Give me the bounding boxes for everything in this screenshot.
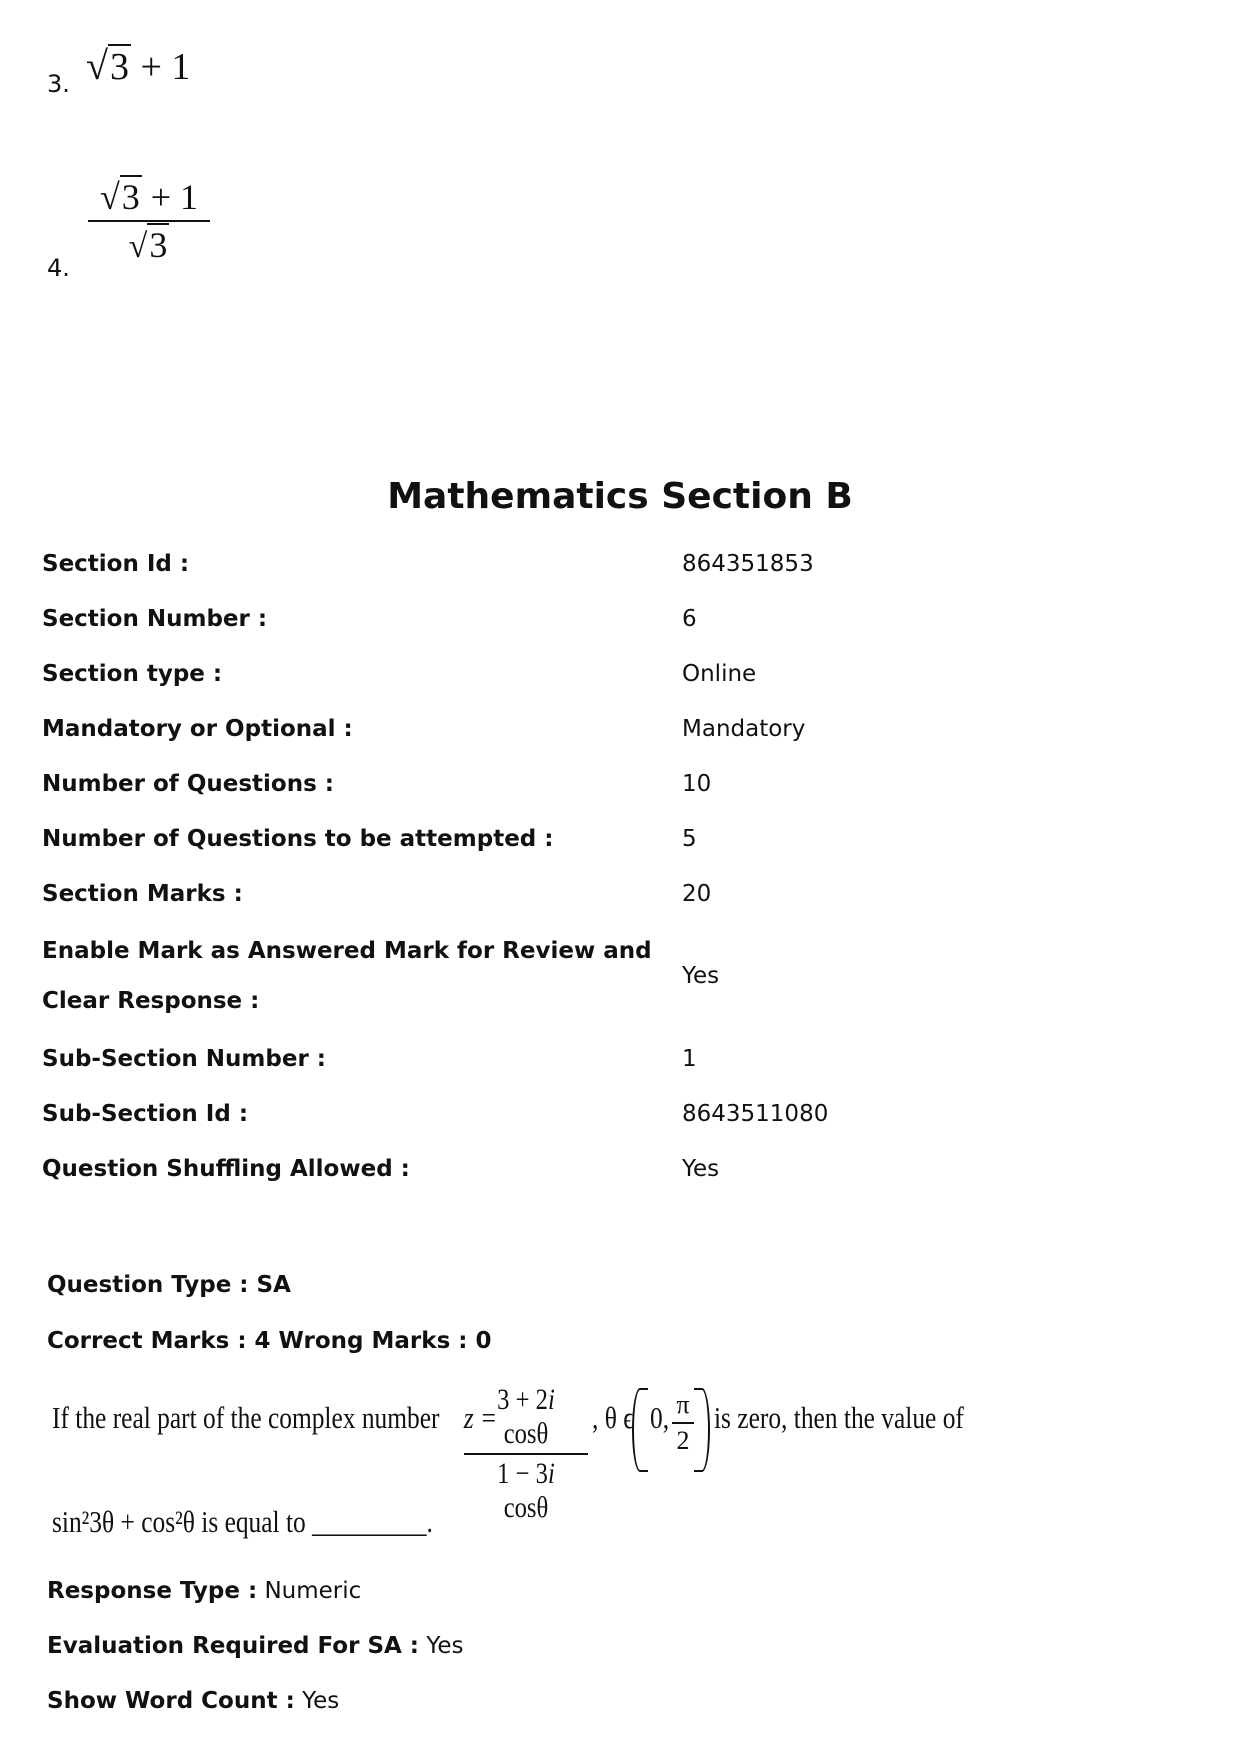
evaluation-required: Evaluation Required For SA : Yes (47, 1633, 464, 1659)
label: Sub-Section Number : (42, 1045, 327, 1072)
row-section-marks (42, 866, 828, 921)
value: 5 (682, 825, 697, 852)
value: 6 (682, 605, 697, 632)
question-text-line-1: If the real part of the complex number z = (52, 1400, 498, 1435)
response-type: Response Type : Numeric (47, 1578, 362, 1604)
row-number-of-questions (42, 756, 828, 811)
option-4-fraction: √3 + 1 √3 (88, 176, 210, 266)
label: Section Number : (42, 605, 268, 632)
interval-left-value: 0, (650, 1400, 670, 1435)
label: Number of Questions to be attempted : (42, 825, 554, 852)
row-sub-section-id (42, 1086, 828, 1141)
label: Section Id : (42, 550, 190, 577)
value: 10 (682, 770, 712, 797)
row-section-id (42, 536, 828, 591)
value: 20 (682, 880, 712, 907)
sqrt-symbol: √3 (86, 43, 129, 88)
label: Sub-Section Id : (42, 1100, 249, 1127)
row-enable-mark (42, 921, 828, 1031)
complex-number-fraction: 3 + 2i cosθ 1 − 3i cosθ (464, 1383, 588, 1525)
value: Yes (682, 963, 720, 989)
pi-over-two-fraction: π 2 (672, 1390, 694, 1456)
interval-prefix: , θ ϵ (592, 1400, 634, 1435)
value: 864351853 (682, 550, 814, 577)
value: Mandatory (682, 715, 806, 742)
label: Section Marks : (42, 880, 243, 907)
interval-left-paren (632, 1388, 648, 1472)
label: Mandatory or Optional : (42, 715, 353, 742)
option-3-number: 3. (47, 70, 70, 98)
section-info-table (42, 536, 828, 1196)
option-3-expression: √3 + 1 (86, 43, 191, 88)
value: 8643511080 (682, 1100, 829, 1127)
question-type: Question Type : SA (47, 1272, 291, 1298)
question-text-line-1-end: is zero, then the value of (714, 1400, 964, 1435)
question-marks: Correct Marks : 4 Wrong Marks : 0 (47, 1328, 492, 1354)
label: Number of Questions : (42, 770, 334, 797)
label: Question Shuffling Allowed : (42, 1155, 410, 1182)
question-text-line-2: sin²3θ + cos²θ is equal to _________. (52, 1504, 433, 1539)
value: Yes (682, 1155, 720, 1182)
row-questions-to-attempt (42, 811, 828, 866)
section-title: Mathematics Section B (387, 476, 853, 517)
row-question-shuffling (42, 1141, 828, 1196)
row-section-number (42, 591, 828, 646)
row-mandatory (42, 701, 828, 756)
value: Online (682, 660, 757, 687)
label: Section type : (42, 660, 223, 687)
option-4-number: 4. (47, 254, 70, 282)
row-sub-section-number (42, 1031, 828, 1086)
interval-right-paren (694, 1388, 710, 1472)
show-word-count: Show Word Count : Yes (47, 1688, 340, 1714)
value: 1 (682, 1045, 697, 1072)
row-section-type (42, 646, 828, 701)
label: Enable Mark as Answered Mark for Review and Clear Response : (42, 938, 652, 1014)
